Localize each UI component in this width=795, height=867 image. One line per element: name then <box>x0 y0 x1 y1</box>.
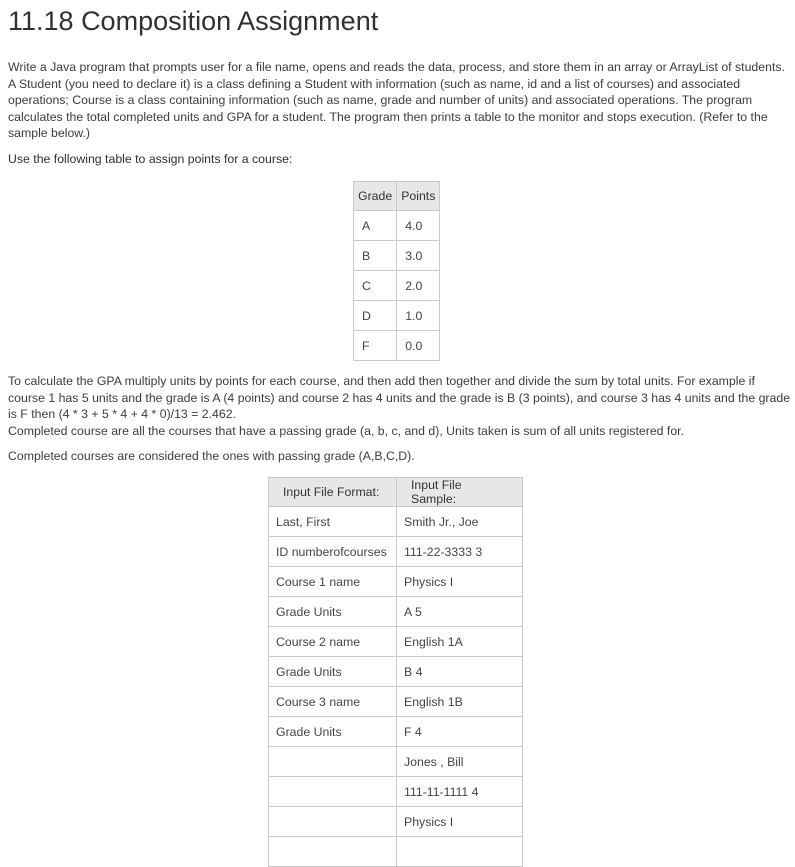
grade-points-table <box>353 181 440 361</box>
points-cell: 4.0 <box>397 211 440 241</box>
sample-cell: Physics I <box>397 807 523 837</box>
format-cell <box>269 777 397 807</box>
grade-cell: C <box>354 271 397 301</box>
sample-cell: 111-22-3333 3 <box>397 537 523 567</box>
table-row <box>269 777 523 807</box>
table-row <box>354 241 440 271</box>
table-row <box>354 301 440 331</box>
intro-paragraph: Write a Java program that prompts user for a file name, opens and reads the data, process, and store them in an array or ArrayList of students. A Student (you need to declare it) is a class defining a Student with information (such as name, id and a list of courses) and associated operations; Course is a class containing information (such as name, grade and number of units) and associated operations. The program calculates the total completed units and GPA for a student. The program then prints a table to the monitor and stops execution. (Refer to the sample below.) <box>8 60 785 140</box>
grade-table-body <box>354 211 440 361</box>
format-cell <box>269 837 397 867</box>
table-row <box>269 687 523 717</box>
table-row <box>354 331 440 361</box>
gpa-explanation <box>8 373 792 439</box>
table-row <box>269 807 523 837</box>
format-header: Input File Format: <box>269 478 397 507</box>
table-row <box>354 271 440 301</box>
completed-course-paragraph: Completed course are all the courses that have a passing grade (a, b, c, and d), Units taken is sum of all units registered for. <box>8 423 684 438</box>
sample-cell: F 4 <box>397 717 523 747</box>
table-header-row <box>269 478 523 507</box>
format-cell <box>269 807 397 837</box>
grade-cell: D <box>354 301 397 331</box>
sample-header: Input File Sample: <box>397 478 523 507</box>
sample-cell <box>397 837 523 867</box>
table-row <box>269 837 523 867</box>
points-cell: 2.0 <box>397 271 440 301</box>
grade-cell: A <box>354 211 397 241</box>
table-row <box>269 567 523 597</box>
format-cell: Course 2 name <box>269 627 397 657</box>
points-cell: 3.0 <box>397 241 440 271</box>
grade-header: Grade <box>354 182 397 211</box>
format-cell <box>269 747 397 777</box>
gpa-calc-paragraph: To calculate the GPA multiply units by points for each course, and then add then together and divide the sum by total units. For example if course 1 has 5 units and the grade is A (4 points) and course 2 has 4 units and the grade is B (3 points), and course 3 has 4 units and the grade is F then (4 * 3 + 5 * 4 + 4 * 0)/13 = 2.462. <box>8 374 791 421</box>
sample-cell: A 5 <box>397 597 523 627</box>
format-cell: ID numberofcourses <box>269 537 397 567</box>
table-row <box>354 211 440 241</box>
sample-cell: Smith Jr., Joe <box>397 507 523 537</box>
table-row <box>269 507 523 537</box>
format-cell: Grade Units <box>269 657 397 687</box>
sample-cell: 111-11-1111 4 <box>397 777 523 807</box>
format-cell: Course 1 name <box>269 567 397 597</box>
sample-cell: English 1B <box>397 687 523 717</box>
input-file-table <box>268 477 523 867</box>
format-cell: Course 3 name <box>269 687 397 717</box>
format-cell: Grade Units <box>269 717 397 747</box>
table-header-row <box>354 182 440 211</box>
completed-courses-paragraph: Completed courses are considered the ones with passing grade (A,B,C,D). <box>8 449 415 463</box>
sample-cell: B 4 <box>397 657 523 687</box>
page-title: 11.18 Composition Assignment <box>8 6 379 36</box>
points-header: Points <box>397 182 440 211</box>
grade-cell: B <box>354 241 397 271</box>
sample-cell: Physics I <box>397 567 523 597</box>
sample-cell: English 1A <box>397 627 523 657</box>
table-row <box>269 657 523 687</box>
use-table-paragraph: Use the following table to assign points for a course: <box>8 152 293 166</box>
sample-cell: Jones , Bill <box>397 747 523 777</box>
table-row <box>269 627 523 657</box>
table-row <box>269 747 523 777</box>
points-cell: 1.0 <box>397 301 440 331</box>
table-row <box>269 537 523 567</box>
table-row <box>269 597 523 627</box>
table-row <box>269 717 523 747</box>
format-cell: Last, First <box>269 507 397 537</box>
grade-cell: F <box>354 331 397 361</box>
file-table-body <box>269 507 523 867</box>
format-cell: Grade Units <box>269 597 397 627</box>
points-cell: 0.0 <box>397 331 440 361</box>
